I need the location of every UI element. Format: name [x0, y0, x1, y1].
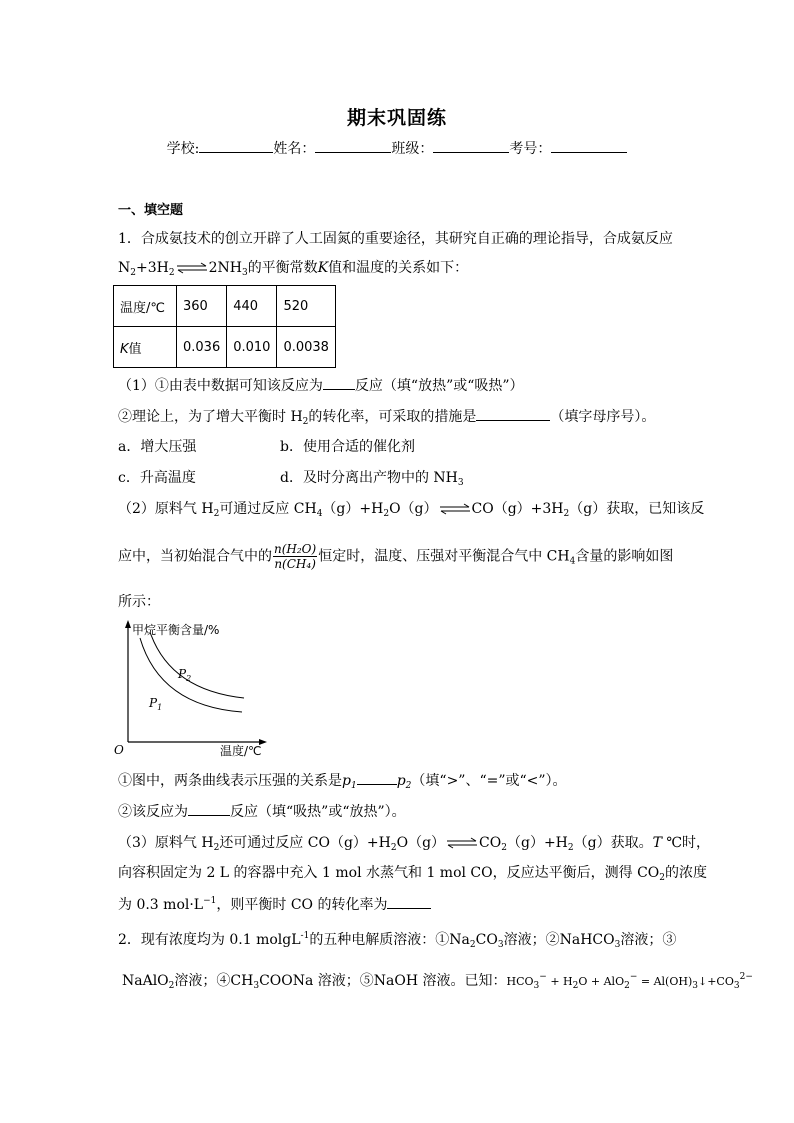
x-axis-label: 温度/℃ [220, 744, 262, 758]
methane-content-graph [112, 618, 272, 760]
q1-part2-line3: 所示： [118, 594, 160, 610]
sub-2: 2 [501, 843, 507, 853]
q1-p3-c: （g）+H [322, 501, 384, 517]
q1-p3-d: O（g） [389, 501, 438, 517]
q1-p8-e: （g）+H [506, 835, 568, 851]
t-symbol: T [652, 835, 662, 851]
q1-part12-text-a: ②理论上，为了增大平衡时 H [118, 409, 303, 425]
nh3-sub: 3 [457, 478, 464, 488]
table-cell: 温度/℃ [114, 286, 177, 327]
q1-line2-text-b: 值和温度的关系如下： [328, 260, 469, 276]
equilibrium-arrow-icon [438, 503, 472, 515]
q1-p3-b: 可通过反应 CH [219, 501, 317, 517]
eq-h2o: + H [546, 975, 573, 988]
q1-p6-b: （填“>”、“=”或“<”）。 [411, 773, 567, 789]
y-axis-arrow-icon [125, 620, 131, 628]
sub-4: 4 [316, 509, 323, 519]
q2-l1-L: L [291, 932, 301, 948]
table-cell: 0.0038 [277, 327, 336, 368]
answer-blank[interactable] [323, 375, 355, 390]
q2-line2 [122, 971, 753, 992]
q1-part3-line3 [118, 894, 431, 915]
sub-4: 4 [569, 556, 576, 567]
options-row-2 [118, 468, 464, 488]
q1-p3-e: CO（g）+3H [471, 501, 564, 517]
sub-2: 2 [572, 981, 579, 991]
eq-hco3: HCO [506, 975, 534, 988]
q1-part3-line2 [118, 863, 707, 883]
curve-p1-label: $P_1$ [149, 696, 163, 712]
q2-l2-b: 溶液；④CH [174, 973, 254, 989]
eq-co3: ↓+CO [697, 975, 734, 988]
k-symbol: K [317, 260, 329, 276]
q2-line1 [118, 930, 676, 950]
sub-2: 2 [168, 981, 175, 991]
section-heading: 一、填空题 [118, 203, 184, 218]
option-b[interactable]: b．使用合适的催化剂 [280, 439, 415, 455]
q1-part12-text-c: （填字母序号）。 [550, 409, 656, 425]
q1-part2-line1 [118, 499, 704, 519]
q1-part1-2 [118, 406, 655, 427]
q1-p8-b: 还可通过反应 CO（g）+H [219, 835, 391, 851]
school-blank[interactable] [199, 138, 273, 153]
y-axis-label: 甲烷平衡含量/% [132, 623, 220, 637]
curve-p2-label: $P_2$ [178, 667, 192, 683]
q1-p10-a: 为 0.3 mol·L [118, 897, 204, 913]
eq-nh3-sub: 3 [241, 268, 248, 278]
table-cell: 0.036 [177, 327, 227, 368]
q1-p4-a: 应中，当初始混合气中的 [118, 548, 272, 565]
sub-2: 2 [469, 940, 476, 950]
q1-p4-c: 含量的影响如图 [575, 548, 674, 565]
equilibrium-arrow-icon [445, 837, 479, 849]
number-label: 考号： [509, 141, 552, 157]
k-label: 值 [128, 341, 142, 357]
q1-p8-a: （3）原料气 H [118, 835, 214, 851]
option-a[interactable]: a．增大压强 [118, 439, 197, 455]
q1-line2-text-a: 的平衡常数 [247, 260, 318, 276]
q1-p4-b: 恒定时，温度、压强对平衡混合气中 CH [318, 548, 570, 565]
q1-p10-b: ，则平衡时 CO 的转化率为 [216, 897, 388, 913]
answer-blank[interactable] [188, 801, 230, 816]
p2-symbol: p [396, 773, 406, 789]
options-row-1 [118, 437, 415, 457]
q1-p8-f: （g）获取。 [573, 835, 653, 851]
q1-p3-f: （g）获取，已知该反 [569, 501, 705, 517]
q1-part1-text-a: （1）①由表中数据可知该反应为 [118, 378, 323, 394]
sub-3: 3 [533, 981, 540, 991]
k-symbol: K [120, 341, 129, 357]
q1-p3-a: （2）原料气 H [118, 501, 214, 517]
table-row [114, 286, 336, 327]
sup-minus: − [629, 972, 638, 982]
q1-part3-line1 [118, 833, 710, 853]
table-cell: 520 [277, 286, 336, 327]
sub-3: 3 [614, 940, 621, 950]
school-label: 学校: [166, 141, 200, 157]
q2-equation [506, 972, 753, 991]
fraction-denominator: n(CH₄) [274, 557, 316, 571]
q1-part2-line2 [118, 542, 673, 571]
student-info-row [0, 138, 794, 158]
sub-3: 3 [253, 981, 260, 991]
table-row [114, 327, 336, 368]
q2-l1-d: 溶液；②NaHCO [503, 932, 615, 948]
fraction-numerator: n(H₂O) [274, 542, 317, 556]
eq-h2-sub: 2 [168, 268, 175, 278]
sub-3: 3 [733, 981, 740, 991]
q1-line2 [118, 258, 468, 278]
q1-p8-c: O（g） [396, 835, 446, 851]
answer-blank[interactable] [387, 894, 431, 909]
option-d[interactable] [280, 470, 464, 486]
q2-l1-sup: -1 [300, 931, 310, 941]
q1-line1: 1．合成氨技术的创立开辟了人工固氮的重要途径，其研究自正确的理论指导，合成氨反应 [118, 231, 673, 247]
table-cell: 440 [227, 286, 277, 327]
q1-p9: 向容积固定为 2 L 的容器中充入 1 mol 水蒸气和 1 mol CO，反应达平衡后，测得 CO [118, 865, 660, 881]
p1-sub: 1 [350, 781, 357, 791]
k-value-table [113, 285, 336, 368]
eq-h2: +3H [135, 260, 169, 276]
eq-n2-sub: 2 [130, 268, 136, 278]
answer-blank[interactable] [357, 770, 397, 785]
equilibrium-arrow-icon [175, 262, 209, 274]
origin-label: O [114, 743, 124, 757]
ratio-fraction [273, 542, 317, 571]
q1-p8-d: CO [479, 835, 502, 851]
curve-p2 [150, 632, 244, 698]
q1-p8-g: ℃时， [661, 835, 711, 851]
table-cell [114, 327, 177, 368]
name-blank[interactable] [315, 138, 391, 153]
number-blank[interactable] [551, 138, 627, 153]
class-label: 班级： [391, 141, 434, 157]
sup-2minus: 2− [739, 972, 753, 982]
page-title: 期末巩固练 [346, 107, 447, 129]
q2-l1-b: 的五种电解质溶液：①Na [309, 932, 470, 948]
sub-3: 3 [497, 940, 504, 950]
q1-part2-q1 [118, 770, 567, 791]
sub-2: 2 [624, 981, 630, 991]
sub-2: 2 [563, 509, 570, 519]
h2-sub: 2 [302, 417, 309, 427]
q2-l1-c: CO [475, 932, 498, 948]
sub-2: 2 [390, 843, 397, 853]
q1-part1-text-b: 反应（填“放热”或“吸热”） [354, 378, 524, 394]
sub-2: 2 [567, 843, 574, 853]
q1-p9-b: 的浓度 [665, 865, 707, 881]
q2-l1-a: 2．现有浓度均为 0.1 mol [118, 932, 283, 948]
eq-alo2: O + AlO [578, 975, 625, 988]
class-blank[interactable] [433, 138, 509, 153]
name-label: 姓名： [273, 141, 316, 157]
eq-aloh3: = Al(OH) [637, 975, 693, 988]
q1-part1 [118, 375, 524, 396]
sub-2: 2 [383, 509, 390, 519]
answer-blank[interactable] [476, 406, 550, 421]
option-c[interactable]: c．升高温度 [118, 470, 196, 486]
q2-l1-e: 溶液；③ [620, 932, 677, 948]
q1-p7-b: 反应（填“吸热”或“放热”）。 [230, 804, 406, 820]
table-cell: 0.010 [227, 327, 277, 368]
unit-sup: −1 [203, 896, 217, 906]
q1-p6-a: ①图中，两条曲线表示压强的关系是 [118, 773, 342, 789]
q2-l2-c: COONa 溶液；⑤NaOH 溶液。已知： [259, 973, 507, 989]
option-d-text: d．及时分离出产物中的 NH [280, 470, 458, 486]
sub-2: 2 [659, 873, 665, 883]
q1-p7-a: ②该反应为 [118, 804, 188, 820]
sub-3: 3 [692, 981, 698, 991]
sup-minus: − [539, 972, 547, 982]
sub-2: 2 [213, 843, 220, 853]
sub-2: 2 [213, 509, 220, 519]
q2-l1-dot: g [282, 932, 292, 948]
q1-part2-q2 [118, 801, 406, 822]
table-cell: 360 [177, 286, 227, 327]
eq-n2: N [118, 260, 131, 276]
q2-l2-a: NaAlO [122, 973, 169, 989]
p2-sub: 2 [405, 781, 412, 791]
eq-nh3: 2NH [208, 260, 242, 276]
p1-symbol: p [342, 773, 351, 789]
q1-part12-text-b: 的转化率，可采取的措施是 [308, 409, 477, 425]
